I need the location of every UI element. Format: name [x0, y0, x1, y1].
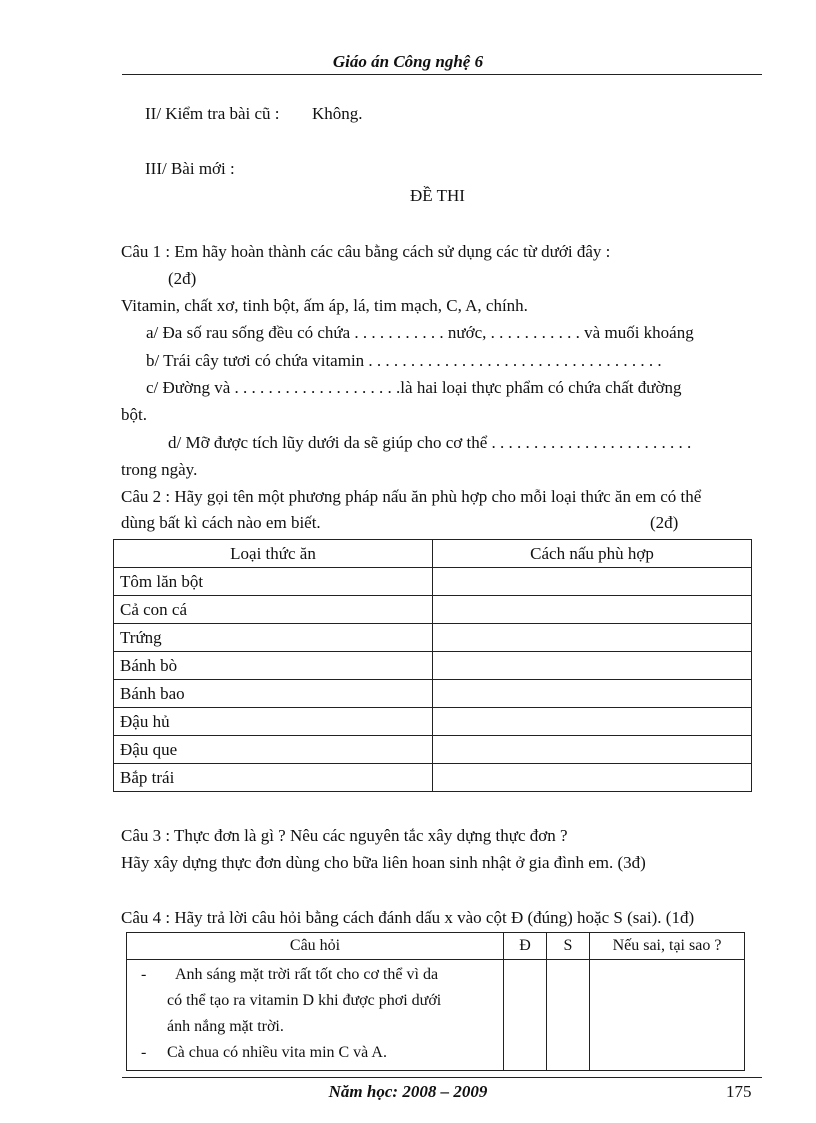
table-row — [114, 764, 752, 792]
q2-prompt-line2: dùng bất kì cách nào em biết. — [121, 513, 321, 532]
footer-rule — [122, 1077, 762, 1078]
footer-school-year: Năm học: 2008 – 2009 — [328, 1082, 488, 1101]
answer-cell — [433, 680, 752, 708]
false-mark-cell — [547, 960, 590, 1071]
column-header-true: Đ — [504, 933, 547, 960]
question-1-line-2: có thể tạo ra vitamin D khi được phơi dưới — [167, 992, 442, 1009]
q2-food-table — [113, 539, 752, 792]
table-row — [114, 680, 752, 708]
q4-prompt: Câu 4 : Hãy trả lời câu hỏi bằng cách đánh dấu x vào cột Đ (đúng) hoặc S (sai). (1đ) — [121, 908, 695, 927]
header-rule — [122, 74, 762, 75]
q1-item-c-cont: bột. — [121, 405, 147, 424]
table-row — [114, 736, 752, 764]
list-dash: - — [141, 1044, 147, 1061]
question-1-line-3: ánh nắng mặt trời. — [167, 1018, 284, 1035]
q1-item-a: a/ Đa số rau sống đều có chứa . . . . . . . . . . . nước, . . . . . . . . . . . và muối khoáng — [146, 323, 694, 342]
list-dash: - — [141, 966, 147, 983]
answer-cell — [433, 652, 752, 680]
food-cell: Bắp trái — [114, 764, 433, 792]
q1-word-bank: Vitamin, chất xơ, tinh bột, ấm áp, lá, tim mạch, C, A, chính. — [121, 296, 528, 315]
table-row — [114, 652, 752, 680]
q2-points: (2đ) — [650, 513, 679, 532]
exam-title: ĐỀ THI — [410, 186, 465, 205]
column-header-food: Loại thức ăn — [114, 540, 433, 568]
answer-cell — [433, 764, 752, 792]
food-cell: Bánh bò — [114, 652, 433, 680]
true-mark-cell — [504, 960, 547, 1071]
question-2-text: Cà chua có nhiều vita min C và A. — [167, 1044, 387, 1061]
q1-points: (2đ) — [168, 269, 197, 288]
answer-cell — [433, 736, 752, 764]
table-row — [114, 624, 752, 652]
q4-true-false-table — [126, 932, 745, 1071]
column-header-false: S — [547, 933, 590, 960]
question-item-2 — [141, 1040, 497, 1066]
food-cell: Tôm lăn bột — [114, 568, 433, 596]
question-1-line-1: Anh sáng mặt trời rất tốt cho cơ thể vì da — [175, 966, 439, 983]
section-2-value: Không. — [312, 104, 363, 123]
section-2-label: II/ Kiểm tra bài cũ : — [145, 104, 280, 123]
table-row — [114, 568, 752, 596]
food-cell: Đậu hủ — [114, 708, 433, 736]
column-header-question: Câu hỏi — [127, 933, 504, 960]
q1-item-d-cont: trong ngày. — [121, 460, 198, 479]
answer-cell — [433, 596, 752, 624]
question-item-1 — [141, 962, 497, 988]
answer-cell — [433, 568, 752, 596]
q1-item-b: b/ Trái cây tươi có chứa vitamin . . . . . . . . . . . . . . . . . . . . . . . . . . . . . . . . . . . — [146, 351, 662, 370]
q1-prompt: Câu 1 : Em hãy hoàn thành các câu bằng cách sử dụng các từ dưới đây : — [121, 242, 611, 261]
table-row — [114, 708, 752, 736]
table-row — [114, 596, 752, 624]
table-row — [127, 960, 745, 1071]
question-cell — [127, 960, 504, 1071]
column-header-reason: Nếu sai, tại sao ? — [590, 933, 745, 960]
page-number: 175 — [726, 1082, 752, 1101]
column-header-cooking-method: Cách nấu phù hợp — [433, 540, 752, 568]
food-cell: Cả con cá — [114, 596, 433, 624]
page-header-title: Giáo án Công nghệ 6 — [332, 52, 484, 71]
reason-cell — [590, 960, 745, 1071]
answer-cell — [433, 708, 752, 736]
answer-cell — [433, 624, 752, 652]
food-cell: Trứng — [114, 624, 433, 652]
q3-prompt-line2: Hãy xây dựng thực đơn dùng cho bữa liên hoan sinh nhật ở gia đình em. (3đ) — [121, 853, 646, 872]
q3-prompt-line1: Câu 3 : Thực đơn là gì ? Nêu các nguyên tắc xây dựng thực đơn ? — [121, 826, 568, 845]
food-cell: Đậu que — [114, 736, 433, 764]
section-3-label: III/ Bài mới : — [145, 159, 235, 178]
table-header-row — [114, 540, 752, 568]
food-cell: Bánh bao — [114, 680, 433, 708]
q1-item-c: c/ Đường và . . . . . . . . . . . . . . . . . . . .là hai loại thực phẩm có chứa chất đường — [146, 378, 682, 397]
q1-item-d: d/ Mỡ được tích lũy dưới da sẽ giúp cho cơ thể . . . . . . . . . . . . . . . . . . . . . . . . — [168, 433, 692, 452]
table-header-row — [127, 933, 745, 960]
q2-prompt-line1: Câu 2 : Hãy gọi tên một phương pháp nấu ăn phù hợp cho mỗi loại thức ăn em có thể — [121, 487, 702, 506]
